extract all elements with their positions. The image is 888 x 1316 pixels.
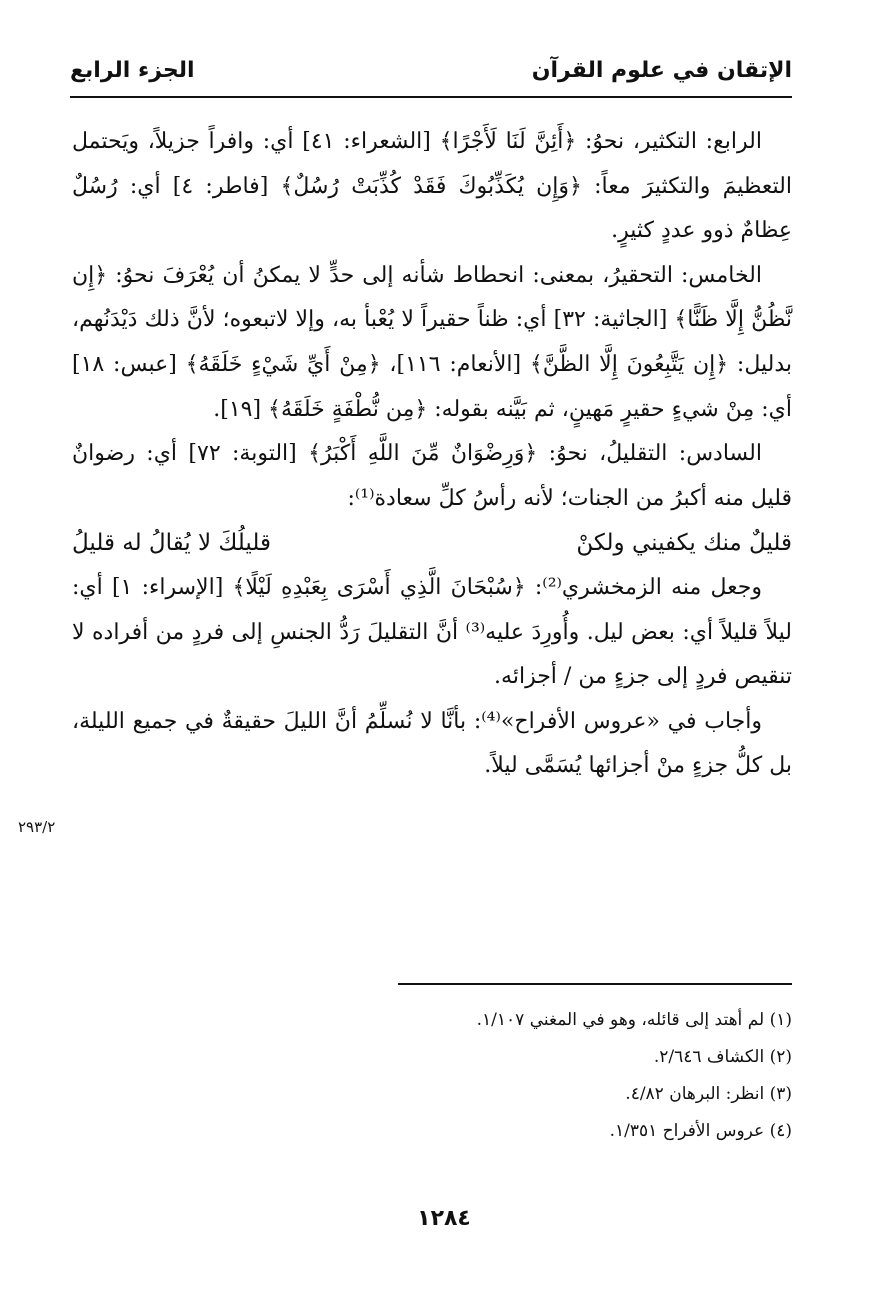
header-divider (70, 96, 792, 98)
footnote-item: (٣) انظر: البرهان ٤/٨٢. (625, 1084, 792, 1104)
paragraph-fifth-meaning: الخامس: التحقيرُ، بمعنى: انحطاط شأنه إلى حدٍّ لا يمكنُ أن يُعْرَفَ نحوُ: ﴿إِن نَّظُنُّ إِلَّا ظَنًّا﴾ [الجاثية: ٣٢] أي: ظناً حقيراً لا يُعْبأ به، وإلا لاتبعوه؛ لأنَّ ذلك دَيْدَنُهم، بدليل: ﴿إِن يَتَّبِعُونَ إِلَّا الظَّنَّ﴾ [الأنعام: ١١٦]، ﴿مِنْ أَيِّ شَيْءٍ خَلَقَهُ﴾ [عبس: ١٨] أي: مِنْ شيءٍ حقيرٍ مَهينٍ، ثم بَيَّنه بقوله: ﴿مِن نُّطْفَةٍ خَلَقَهُ﴾ [١٩]. (72, 262, 792, 422)
footnote-item: (٤) عروس الأفراح ١/٣٥١. (609, 1121, 792, 1141)
paragraph-sixth-meaning: السادس: التقليلُ، نحوُ: ﴿وَرِضْوَانٌ مِّنَ اللَّهِ أَكْبَرُ﴾ [التوبة: ٧٢] أي: رضوانٌ قليل منه أكبرُ من الجنات؛ لأنه رأسُ كلِّ سعادة⁽¹⁾: (72, 441, 792, 511)
footnote-item: (٢) الكشاف ٢/٦٤٦. (653, 1047, 792, 1067)
paragraph-answer: وأجاب في «عروس الأفراح»⁽⁴⁾: بأنَّا لا نُسلِّمُ أنَّ الليلَ حقيقةٌ في جميع الليلة، بل كلُّ جزءٍ منْ أجزائها يُسَمَّى ليلاً. (72, 708, 792, 779)
paragraph-fourth-meaning: الرابع: التكثير، نحوُ: ﴿أَئِنَّ لَنَا لَأَجْرًا﴾ [الشعراء: ٤١] أي: وافراً جزيلاً، ويَحتمل التعظيمَ والتكثيرَ معاً: ﴿وَإِن يُكَذِّبُوكَ فَقَدْ كُذِّبَتْ رُسُلٌ﴾ [فاطر: ٤] أي: رُسُلٌ عِظامٌ ذوو عددٍ كثيرٍ. (72, 129, 792, 244)
book-title: الإتقان في علوم القرآن (531, 58, 792, 83)
running-header (70, 52, 792, 92)
poetry-verse (72, 521, 792, 566)
margin-reference: ٢٩٣/٢ (18, 818, 56, 836)
main-text (72, 120, 792, 789)
footnotes (300, 1002, 792, 1150)
footnote-divider (398, 983, 792, 985)
verse-first-half: قليلٌ منك يكفيني ولكنْ (576, 530, 792, 557)
verse-second-half: قليلُكَ لا يُقالُ له قليلُ (72, 530, 271, 557)
page-number: ١٢٨٤ (417, 1206, 471, 1231)
paragraph-zamakhshari: وجعل منه الزمخشري⁽²⁾: ﴿سُبْحَانَ الَّذِي أَسْرَى بِعَبْدِهِ لَيْلًا﴾ [الإسراء: ١] أي: ليلاً قليلاً أي: بعض ليل. وأُورِدَ عليه⁽³⁾ أنَّ التقليلَ رَدُّ الجنسِ إلى فردٍ من أفراده لا تنقيص فردٍ إلى جزءٍ من / أجزائه. (72, 574, 793, 690)
footnote-item: (١) لم أهتد إلى قائله، وهو في المغني ١/١٠٧. (476, 1010, 792, 1030)
part-label: الجزء الرابع (70, 58, 195, 83)
